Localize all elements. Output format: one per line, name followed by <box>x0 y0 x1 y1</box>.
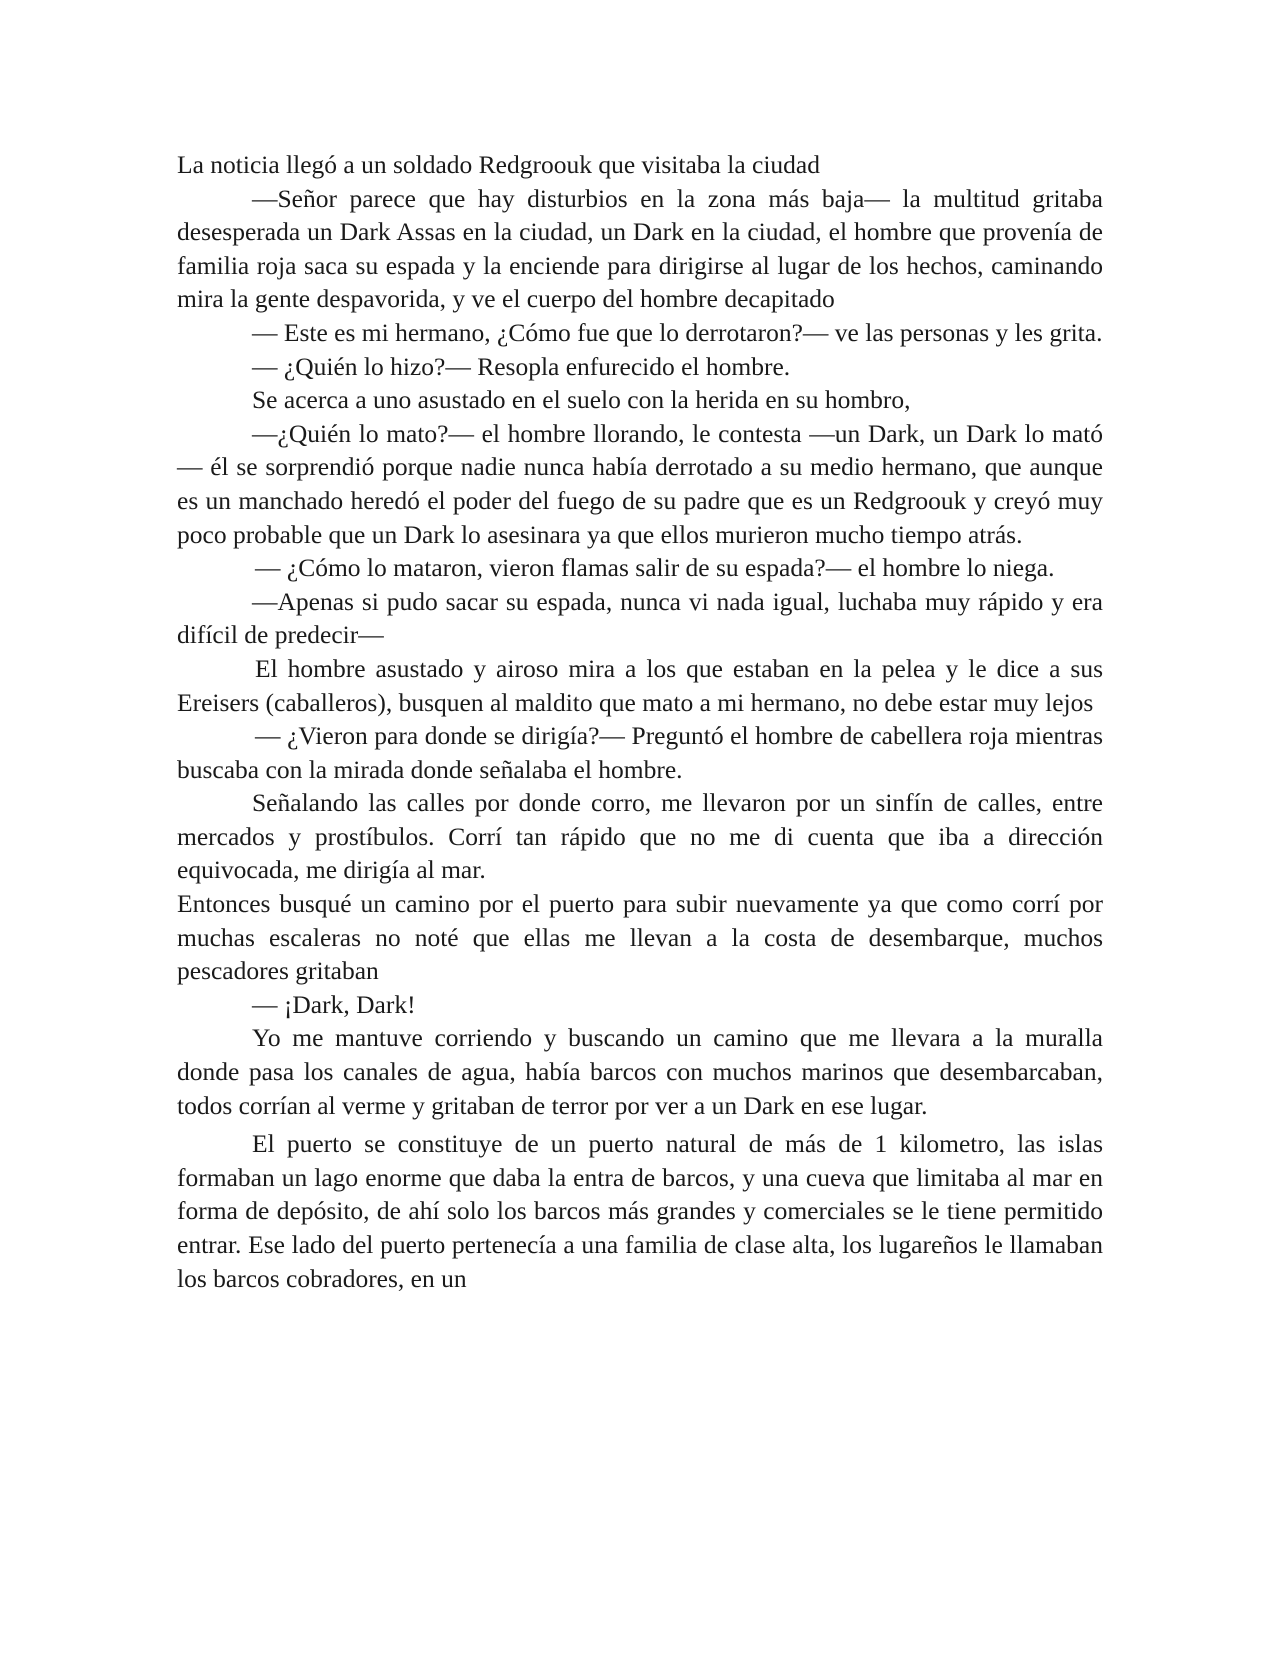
paragraph: —¿Quién lo mato?— el hombre llorando, le contesta —un Dark, un Dark lo mató— él se sorprendió porque nadie nunca había derrotado a su medio hermano, que aunque es un manchado heredó el poder del fuego de su padre que es un Redgroouk y creyó muy poco probable que un Dark lo asesinara ya que ellos murieron mucho tiempo atrás. <box>177 418 1103 549</box>
document-page <box>177 148 1103 1295</box>
paragraph: — ¿Cómo lo mataron, vieron flamas salir de su espada?— el hombre lo niega. <box>255 553 1055 583</box>
paragraph: — ¡Dark, Dark! <box>252 989 416 1019</box>
paragraph: Se acerca a uno asustado en el suelo con la herida en su hombro, <box>252 385 911 415</box>
paragraph: Entonces busqué un camino por el puerto para subir nuevamente ya que como corrí por muchas escaleras no noté que ellas me llevan a la costa de desembarque, muchos pescadores gritaban <box>177 889 1103 986</box>
paragraph: —Señor parece que hay disturbios en la zona más baja— la multitud gritaba desesperada un Dark Assas en la ciudad, un Dark en la ciudad, el hombre que provenía de familia roja saca su espada y la enciende para dirigirse al lugar de los hechos, caminando mira la gente despavorida, y ve el cuerpo del hombre decapitado <box>177 183 1103 314</box>
paragraph: El hombre asustado y airoso mira a los que estaban en la pelea y le dice a sus Ereisers (caballeros), busquen al maldito que mato a mi hermano, no debe estar muy lejos <box>177 653 1103 717</box>
paragraph: Yo me mantuve corriendo y buscando un camino que me llevara a la muralla donde pasa los canales de agua, había barcos con muchos marinos que desembarcaban, todos corrían al verme y gritaban de terror por ver a un Dark en ese lugar. <box>177 1023 1103 1120</box>
paragraph: La noticia llegó a un soldado Redgroouk que visitaba la ciudad <box>177 150 820 179</box>
paragraph: —Apenas si pudo sacar su espada, nunca vi nada igual, luchaba muy rápido y era difícil de predecir— <box>177 586 1103 650</box>
paragraph: — Este es mi hermano, ¿Cómo fue que lo derrotaron?— ve las personas y les grita. <box>252 317 1103 347</box>
paragraph: El puerto se constituye de un puerto natural de más de 1 kilometro, las islas formaban un lago enorme que daba la entra de barcos, y una cueva que limitaba al mar en forma de depósito, de ahí solo los barcos más grandes y comerciales se le tiene permitido entrar. Ese lado del puerto pertenecía a una familia de clase alta, los lugareños le llamaban los barcos cobradores, en un <box>177 1129 1103 1293</box>
paragraph: Señalando las calles por donde corro, me llevaron por un sinfín de calles, entre mercados y prostíbulos. Corrí tan rápido que no me di cuenta que iba a dirección equivocada, me dirigía al mar. <box>177 788 1103 885</box>
paragraph: — ¿Vieron para donde se dirigía?— Preguntó el hombre de cabellera roja mientras buscaba con la mirada donde señalaba el hombre. <box>177 721 1103 784</box>
paragraph: — ¿Quién lo hizo?— Resopla enfurecido el hombre. <box>252 351 791 381</box>
